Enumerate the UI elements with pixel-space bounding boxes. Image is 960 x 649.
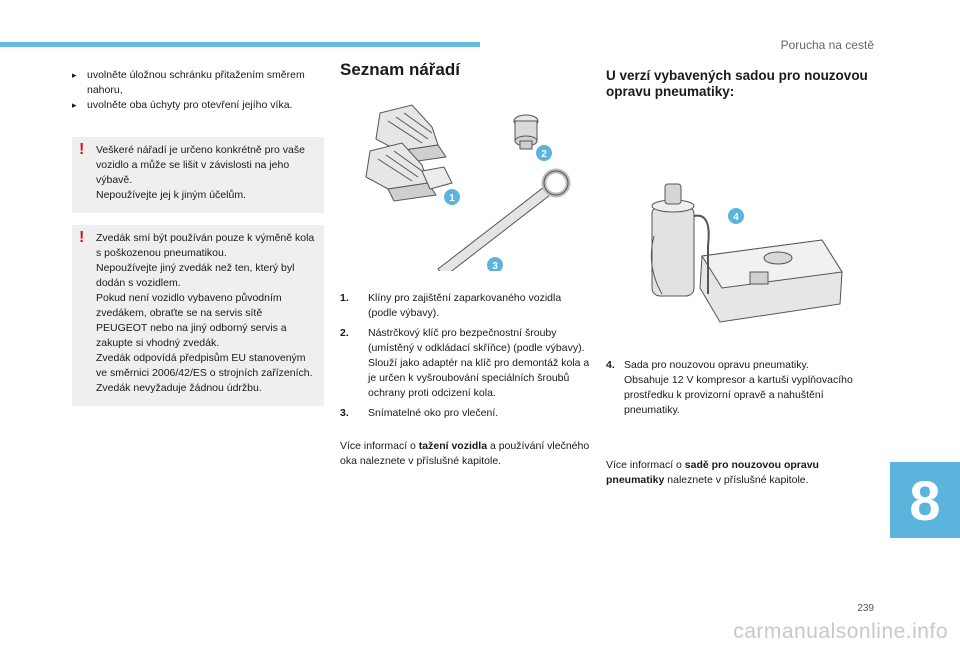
callout-2-icon (536, 145, 552, 161)
list-item: 3. Snímatelné oko pro vlečení. (340, 407, 499, 419)
header-accent-bar (0, 42, 480, 47)
bullet-text: uvolněte úložnou schránku přitažením směrem nahoru, (87, 69, 305, 96)
section-title: Porucha na cestě (780, 38, 874, 52)
svg-text:4: 4 (733, 212, 739, 223)
warning-text: Zvedák smí být používán pouze k výměně kola s poškozenou pneumatikou. Nepoužívejte jiný zvedák než ten, který byl dodán s vozidlem. Pokud není vozidlo vybaveno původním zvedákem, obraťte se na servis sítě PEUGEOT nebo na jiný odborný servis a zakupte si vhodný zvedák. Zvedák odpovídá předpisům EU stanoveným ve směrnici 2006/42/ES o strojních zařízeních. Zvedák nevyžaduje žádnou údržbu. (96, 232, 315, 394)
reference-note: Více informací o tažení vozidla a používání vlečného oka naleznete v příslušné kapitole. (340, 440, 590, 467)
svg-text:3: 3 (492, 261, 498, 271)
list-item (72, 68, 324, 98)
warning-box (72, 225, 324, 406)
tools-illustration (340, 91, 590, 271)
callout-4-icon (728, 208, 744, 224)
list-item: 1. Klíny pro zajištění zaparkovaného vozidla (podle výbavy). (340, 292, 562, 319)
list-item: 2. Nástrčkový klíč pro bezpečnostní šrouby (umístěný v odkládací skříňce) (podle výbavy). Slouží jako adaptér na klíč pro demontáž kola a je určen k vyšroubování speciálních šroubů ochrany proti odcizení kola. (340, 327, 590, 399)
callout-3-icon (487, 257, 503, 271)
arrow-bullet-icon: ▸ (72, 100, 77, 110)
section-heading: Seznam nářadí (340, 60, 460, 79)
warning-box (72, 137, 324, 213)
repair-kit-illustration (632, 176, 852, 326)
socket-key-icon (514, 115, 538, 149)
column-right (606, 62, 868, 499)
warning-exclamation-icon: ! (79, 141, 85, 158)
page-number: 239 (857, 603, 874, 614)
svg-text:2: 2 (541, 149, 547, 160)
reference-note: Více informací o sadě pro nouzovou opravu pneumatiky naleznete v příslušné kapitole. (606, 459, 819, 486)
repair-kit-list (606, 358, 868, 418)
tools-illustration-svg (340, 91, 590, 271)
column-left (72, 68, 324, 406)
tools-list (340, 291, 592, 421)
arrow-bullet-icon: ▸ (72, 70, 77, 80)
warning-text: Veškeré nářadí je určeno konkrétně pro vaše vozidlo a může se lišit v závislosti na jeho výbavě. Nepoužívejte jej k jiným účelům. (96, 144, 305, 201)
svg-text:1: 1 (449, 193, 455, 204)
compressor-icon (700, 240, 842, 322)
list-item: 4. Sada pro nouzovou opravu pneumatiky. Obsahuje 12 V kompresor a kartuši vyplňovacího prostředku k provizorní opravě a nahuštění pneumatiky. (606, 359, 853, 416)
watermark-text: carmanualsonline.info (733, 620, 948, 643)
towing-eye-icon (438, 171, 568, 271)
section-heading: U verzí vybavených sadou pro nouzovou opravu pneumatiky: (606, 68, 868, 99)
list-item (72, 98, 324, 113)
column-middle (340, 62, 592, 480)
chapter-tab: 8 (890, 462, 960, 538)
repair-kit-illustration-svg (632, 176, 852, 326)
callout-1-icon (444, 189, 460, 205)
bullet-text: uvolněte oba úchyty pro otevření jejího víka. (87, 99, 293, 111)
warning-exclamation-icon: ! (79, 229, 85, 246)
